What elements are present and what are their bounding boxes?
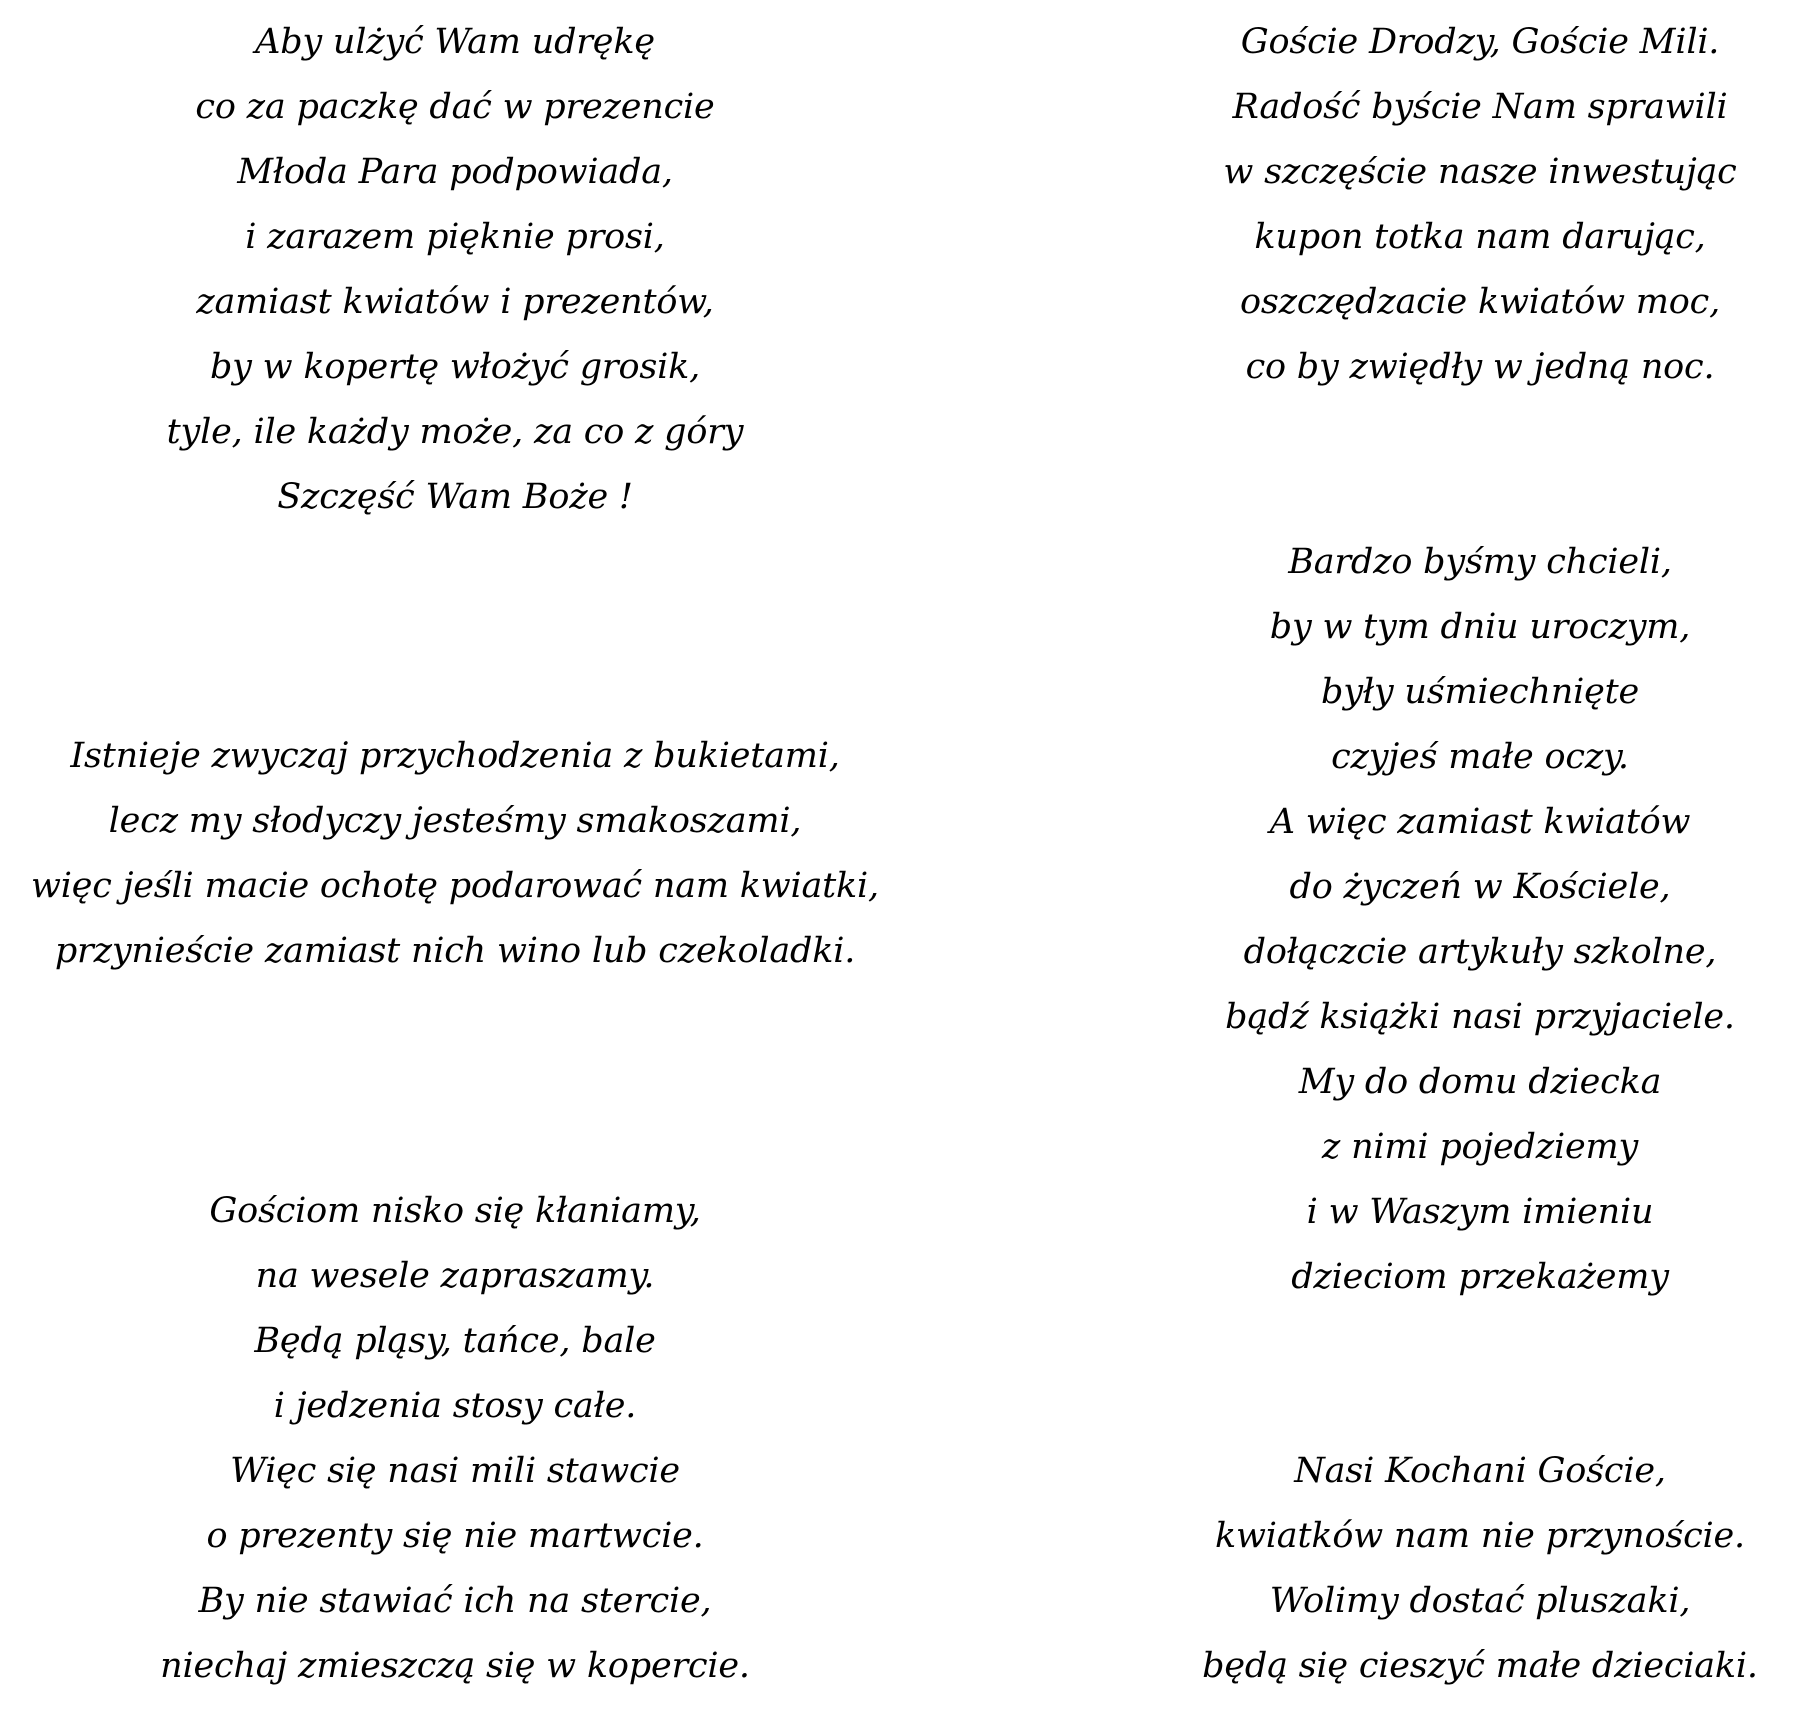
poem-line: Gościom nisko się kłaniamy,: [209, 1191, 701, 1231]
poem-line: o prezenty się nie martwcie.: [206, 1516, 704, 1556]
poem-line: by w kopertę włożyć grosik,: [209, 347, 701, 387]
poem-line: Szczęść Wam Boże !: [277, 477, 633, 517]
poem-line: zamiast kwiatów i prezentów,: [196, 282, 714, 322]
poem-school-supplies: [1130, 530, 1815, 1310]
poem-line: i w Waszym imieniu: [1306, 1192, 1654, 1232]
poem-line: Bardzo byśmy chcieli,: [1288, 542, 1672, 582]
poem-line: kupon totka nam darując,: [1254, 217, 1706, 257]
poem-wine-chocolate: [0, 724, 910, 984]
poem-line: dzieciom przekażemy: [1291, 1257, 1669, 1297]
poem-line: i zarazem pięknie prosi,: [245, 217, 665, 257]
poem-line: My do domu dziecka: [1298, 1062, 1662, 1102]
poem-line: więc jeśli macie ochotę podarować nam kwiatki,: [31, 866, 879, 906]
poem-line: Istnieje zwyczaj przychodzenia z bukietami,: [70, 736, 840, 776]
poem-wedding-invitation: [0, 1179, 910, 1699]
poem-line: Nasi Kochani Goście,: [1294, 1451, 1666, 1491]
poem-line: na wesele zapraszamy.: [255, 1256, 655, 1296]
poem-line: i jedzenia stosy całe.: [273, 1386, 637, 1426]
poem-line: bądź książki nasi przyjaciele.: [1225, 997, 1735, 1037]
poem-line: By nie stawiać ich na stercie,: [198, 1581, 712, 1621]
poem-gift-envelope: [0, 10, 910, 530]
poem-line: by w tym dniu uroczym,: [1269, 607, 1691, 647]
poem-line: A więc zamiast kwiatów: [1269, 802, 1691, 842]
poem-line: Więc się nasi mili stawcie: [230, 1451, 680, 1491]
poem-line: co by zwiędły w jedną noc.: [1245, 347, 1715, 387]
poem-line: do życzeń w Kościele,: [1289, 867, 1671, 907]
poem-line: kwiatków nam nie przynoście.: [1215, 1516, 1745, 1556]
poem-line: co za paczkę dać w prezencie: [195, 87, 715, 127]
poem-line: przynieście zamiast nich wino lub czekoladki.: [54, 931, 856, 971]
poem-line: Będą pląsy, tańce, bale: [254, 1321, 656, 1361]
poem-line: z nimi pojedziemy: [1321, 1127, 1639, 1167]
poem-line: w szczęście nasze inwestując: [1223, 152, 1737, 192]
poem-line: Młoda Para podpowiada,: [237, 152, 673, 192]
poem-line: niechaj zmieszczą się w kopercie.: [160, 1646, 750, 1686]
poem-line: czyjeś małe oczy.: [1331, 737, 1629, 777]
poem-line: Wolimy dostać pluszaki,: [1269, 1581, 1691, 1621]
poem-line: Radość byście Nam sprawili: [1232, 87, 1728, 127]
poem-line: Aby ulżyć Wam udrękę: [255, 22, 655, 62]
poem-plush-toys: [1130, 1439, 1815, 1699]
poem-line: Goście Drodzy, Goście Mili.: [1240, 22, 1720, 62]
poem-line: dołączcie artykuły szkolne,: [1243, 932, 1717, 972]
poem-line: oszczędzacie kwiatów moc,: [1239, 282, 1720, 322]
poem-line: były uśmiechnięte: [1321, 672, 1639, 712]
poem-lottery-ticket: [1130, 10, 1815, 400]
poem-line: lecz my słodyczy jesteśmy smakoszami,: [108, 801, 802, 841]
poem-line: będą się cieszyć małe dzieciaki.: [1202, 1646, 1758, 1686]
poem-line: tyle, ile każdy może, za co z góry: [166, 412, 744, 452]
